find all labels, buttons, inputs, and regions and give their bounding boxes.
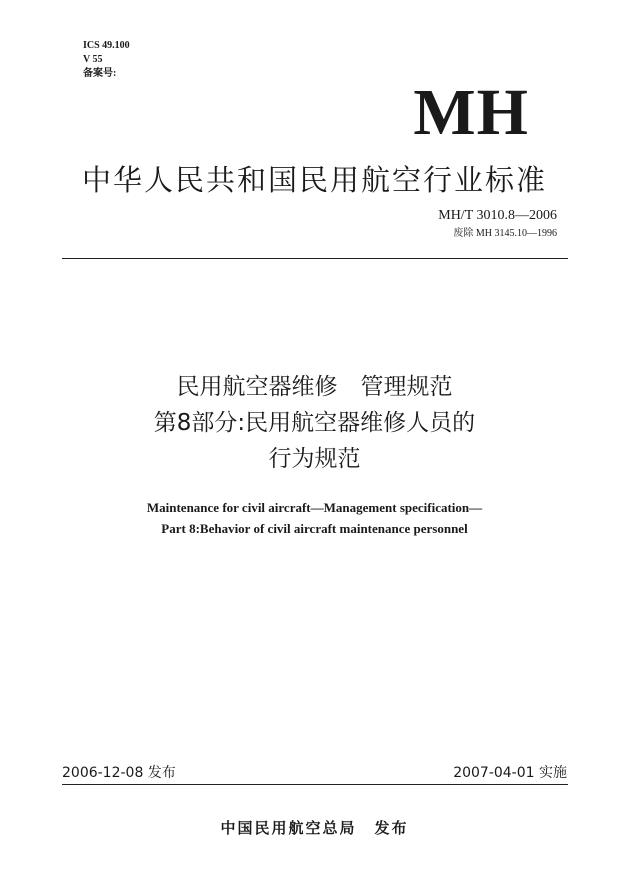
issuer-action: 发布: [374, 819, 409, 837]
classification-code: V 55: [83, 54, 103, 65]
implementation-date: 2007-04-01 实施: [453, 765, 567, 781]
standard-number: MH/T 3010.8—2006: [438, 208, 557, 223]
english-title-line-1: Maintenance for civil aircraft—Management specification—: [146, 500, 483, 515]
replaces-standard: 废除 MH 3145.10—1996: [453, 228, 557, 239]
mh-logo: MH: [413, 76, 529, 149]
ics-code: ICS 49.100: [83, 40, 130, 51]
top-divider: [62, 258, 568, 259]
issue-date: 2006-12-08 发布: [62, 765, 176, 781]
chinese-title-line-3: 行为规范: [268, 446, 361, 472]
record-number-label: 备案号:: [83, 68, 117, 79]
bottom-divider: [62, 784, 568, 785]
chinese-title-line-2: 第8部分:民用航空器维修人员的: [153, 410, 476, 436]
issuing-authority: [0, 818, 629, 838]
issuer-name: 中国民用航空总局: [220, 819, 357, 837]
english-title-line-2: Part 8:Behavior of civil aircraft maintenance personnel: [161, 521, 468, 536]
chinese-title-line-1: 民用航空器维修 管理规范: [176, 374, 453, 400]
standard-category-title: 中华人民共和国民用航空行业标准: [81, 163, 547, 197]
